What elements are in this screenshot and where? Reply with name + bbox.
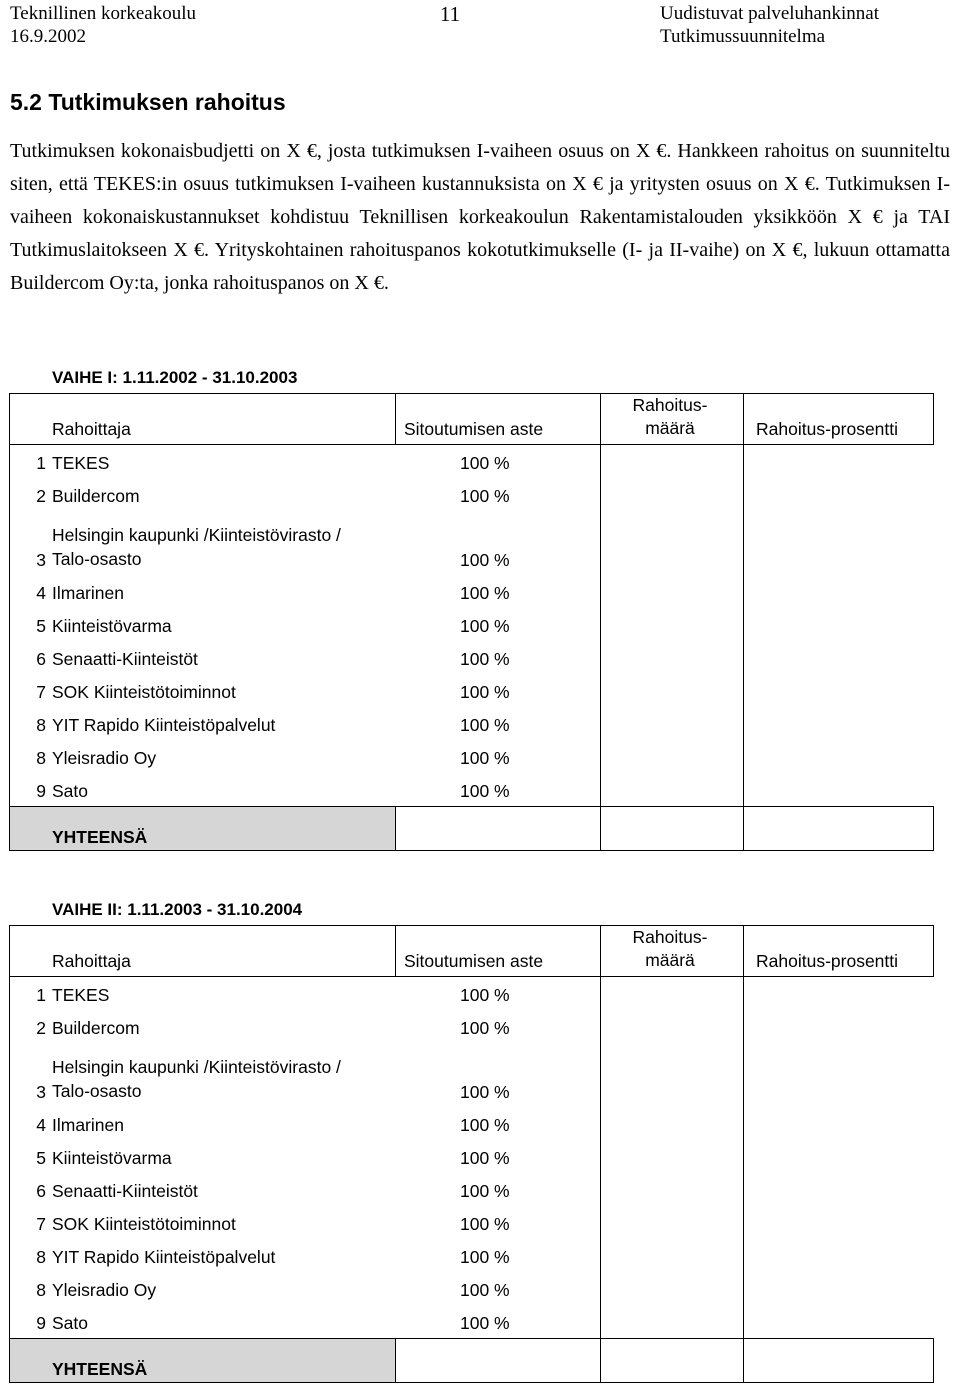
commitment-value: 100 % [460, 1082, 510, 1102]
row-number: 8 [36, 715, 46, 735]
header-date: 16.9.2002 [10, 26, 86, 47]
row-number: 8 [36, 1247, 46, 1267]
row-number: 2 [36, 486, 46, 506]
header-amount-line2: määrä [645, 950, 695, 970]
table-header [9, 393, 934, 445]
funding-paragraph: Tutkimuksen kokonaisbudjetti on X €, josta tutkimuksen I-vaiheen osuus on X €. Hankkeen rahoitus on suunniteltu siten, että TEKES:in osuus tutkimuksen I-vaiheen kustannuksista on X € ja yritysten osuus on X €. Tutkimuksen I-vaiheen kokonaiskustannukset kohdistuu Teknillisen korkeakoulun Rakentamistalouden yksikköön X € ja TAI Tutkimuslaitokseen X €. Yrityskohtainen rahoituspanos kokotutkimukselle (I- ja II-vaihe) on X €, lukuun ottamatta Buildercom Oy:ta, jonka rahoituspanos on X €. [10, 140, 950, 294]
commitment-value: 100 % [460, 1214, 510, 1234]
phase-2-title: VAIHE II: 1.11.2003 - 31.10.2004 [52, 900, 303, 919]
table-row [10, 773, 934, 806]
commitment-value: 100 % [460, 1148, 510, 1168]
running-header-right [660, 2, 879, 48]
table-row [10, 1206, 934, 1239]
row-number: 8 [36, 748, 46, 768]
row-number: 1 [36, 453, 46, 473]
table-row [10, 511, 934, 575]
funder-name-line2: Talo-osasto [52, 1081, 142, 1101]
commitment-value: 100 % [460, 1115, 510, 1135]
column-divider [395, 926, 396, 976]
column-divider [743, 926, 744, 976]
row-number: 2 [36, 1018, 46, 1038]
funder-name [52, 1055, 341, 1103]
row-number: 9 [36, 1313, 46, 1333]
funder-name: Ilmarinen [52, 1115, 124, 1135]
table-row [10, 1239, 934, 1272]
row-number: 5 [36, 616, 46, 636]
table-row [10, 1043, 934, 1107]
column-divider [743, 394, 744, 444]
funder-name-line2: Talo-osasto [52, 549, 142, 569]
funder-name: Senaatti-Kiinteistöt [52, 1181, 198, 1201]
row-number: 4 [36, 583, 46, 603]
header-funder: Rahoittaja [52, 419, 131, 439]
funder-name-line1: Helsingin kaupunki /Kiinteistövirasto / [52, 525, 341, 545]
funder-name: Buildercom [52, 486, 140, 506]
header-amount-line2: määrä [645, 418, 695, 438]
commitment-value: 100 % [460, 1018, 510, 1038]
commitment-value: 100 % [460, 616, 510, 636]
total-label: YHTEENSÄ [52, 1359, 148, 1379]
funder-name: TEKES [52, 985, 110, 1005]
header-institution: Teknillinen korkeakoulu [10, 3, 196, 24]
commitment-value: 100 % [460, 1280, 510, 1300]
column-divider [600, 1339, 601, 1382]
table-row [10, 1173, 934, 1206]
page-number: 11 [439, 2, 461, 26]
table-row [10, 608, 934, 641]
commitment-value: 100 % [460, 486, 510, 506]
header-project: Uudistuvat palveluhankinnat [660, 3, 879, 24]
header-commitment: Sitoutumisen aste [404, 419, 544, 439]
table-row [10, 575, 934, 608]
funder-name: Yleisradio Oy [52, 748, 157, 768]
row-number: 5 [36, 1148, 46, 1168]
table-row [10, 674, 934, 707]
table-row [10, 641, 934, 674]
row-number: 7 [36, 1214, 46, 1234]
commitment-value: 100 % [460, 682, 510, 702]
table-row [10, 478, 934, 511]
table-row [10, 1107, 934, 1140]
commitment-value: 100 % [460, 1313, 510, 1333]
table-row [10, 740, 934, 773]
total-amount-cell [395, 807, 744, 850]
commitment-value: 100 % [460, 715, 510, 735]
funder-name: Ilmarinen [52, 583, 124, 603]
header-doc-type: Tutkimussuunnitelma [660, 26, 826, 47]
commitment-value: 100 % [460, 583, 510, 603]
table-row [10, 445, 934, 478]
commitment-value: 100 % [460, 985, 510, 1005]
section-title: 5.2 Tutkimuksen rahoitus [10, 89, 286, 115]
funder-name: Yleisradio Oy [52, 1280, 157, 1300]
total-percent-cell [743, 807, 933, 850]
funder-name [52, 523, 341, 571]
header-percent: Rahoitus-prosentti [756, 419, 899, 439]
table-header [9, 925, 934, 977]
total-label: YHTEENSÄ [52, 827, 148, 847]
row-number: 9 [36, 781, 46, 801]
funder-name: Kiinteistövarma [52, 1148, 172, 1168]
commitment-value: 100 % [460, 649, 510, 669]
funder-name: TEKES [52, 453, 110, 473]
funder-name: SOK Kiinteistötoiminnot [52, 682, 236, 702]
commitment-value: 100 % [460, 781, 510, 801]
table-row [10, 707, 934, 740]
row-number: 6 [36, 649, 46, 669]
header-percent: Rahoitus-prosentti [756, 951, 899, 971]
total-percent-cell [743, 1339, 933, 1382]
row-number: 7 [36, 682, 46, 702]
header-amount [600, 926, 740, 972]
table-row [10, 1305, 934, 1338]
total-row [9, 1338, 934, 1383]
header-commitment: Sitoutumisen aste [404, 951, 544, 971]
row-number: 3 [36, 1082, 46, 1102]
table-row [10, 1272, 934, 1305]
commitment-value: 100 % [460, 748, 510, 768]
funder-name: SOK Kiinteistötoiminnot [52, 1214, 236, 1234]
commitment-value: 100 % [460, 1181, 510, 1201]
funder-name: Sato [52, 1313, 88, 1333]
header-funder: Rahoittaja [52, 951, 131, 971]
table-row [10, 977, 934, 1010]
row-number: 4 [36, 1115, 46, 1135]
total-amount-cell [395, 1339, 744, 1382]
table-row [10, 1140, 934, 1173]
commitment-value: 100 % [460, 453, 510, 473]
row-number: 1 [36, 985, 46, 1005]
table-body [9, 445, 934, 851]
funder-name: Buildercom [52, 1018, 140, 1038]
row-number: 3 [36, 550, 46, 570]
header-amount-line1: Rahoitus- [632, 927, 708, 947]
column-divider [395, 394, 396, 444]
funder-name: YIT Rapido Kiinteistöpalvelut [52, 715, 276, 735]
row-number: 8 [36, 1280, 46, 1300]
funder-name: YIT Rapido Kiinteistöpalvelut [52, 1247, 276, 1267]
commitment-value: 100 % [460, 550, 510, 570]
funder-name-line1: Helsingin kaupunki /Kiinteistövirasto / [52, 1057, 341, 1077]
funder-name: Sato [52, 781, 88, 801]
commitment-value: 100 % [460, 1247, 510, 1267]
total-row [9, 806, 934, 851]
header-amount-line1: Rahoitus- [632, 395, 708, 415]
table-row [10, 1010, 934, 1043]
header-amount [600, 394, 740, 440]
row-number: 6 [36, 1181, 46, 1201]
column-divider [600, 807, 601, 850]
funder-name: Senaatti-Kiinteistöt [52, 649, 198, 669]
funder-name: Kiinteistövarma [52, 616, 172, 636]
phase-1-title: VAIHE I: 1.11.2002 - 31.10.2003 [52, 368, 298, 387]
table-body [9, 977, 934, 1383]
